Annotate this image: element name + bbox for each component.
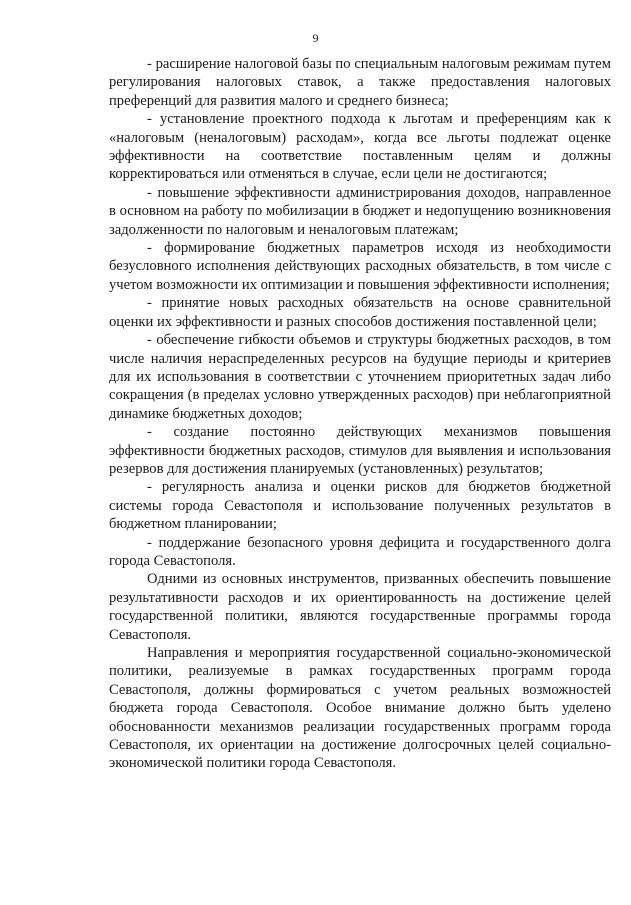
- paragraph-tax-base: - расширение налоговой базы по специальным налоговым режимам путем регулирования налоговых ставок, а также предоставления налоговых преференций для развития малого и среднего бизнеса;: [109, 56, 611, 109]
- paragraph-risk-analysis: - регулярность анализа и оценки рисков для бюджетов бюджетной системы города Севастополя и использование полученных результатов в бюджетном планировании;: [109, 479, 611, 533]
- paragraph-efficiency-mechanisms: - создание постоянно действующих механизмов повышения эффективности бюджетных расходов, стимулов для выявления и использования резервов для достижения планируемых (установленных) результатов;: [109, 424, 611, 477]
- paragraph-state-programs: Одними из основных инструментов, призванных обеспечить повышение результативности расходов и их ориентированность на достижение целей государственной политики, являются государственные программы города Севастополя.: [109, 571, 611, 643]
- paragraph-project-approach: - установление проектного подхода к льготам и преференциям как к «налоговым (неналоговым) расходам», когда все льготы подлежат оценке эффективности на соответствие поставленным целям и должны корректироваться или отменяться в случае, если цели не достигаются;: [109, 111, 611, 183]
- paragraph-policy-directions: Направления и мероприятия государственной социально-экономической политики, реализуемые в рамках государственных программ города Севастополя, должны формироваться с учетом реальных возможностей бюджета города Севастополя. Особое внимание должно быть уделено обоснованности механизмов реализации государственных программ города Севастополя, их ориентации на достижение долгосрочных целей социально-экономической политики города Севастополя.: [109, 645, 611, 772]
- paragraph-flexibility: - обеспечение гибкости объемов и структуры бюджетных расходов, в том числе наличия нераспределенных ресурсов на будущие периоды и критериев для их использования в соответствии с уточнением приоритетных задач либо сокращения (в пределах условно утвержденных расходов) при неблагоприятной динамике бюджетных доходов;: [109, 332, 611, 422]
- paragraph-new-obligations: - принятие новых расходных обязательств на основе сравнительной оценки их эффективности и разных способов достижения поставленной цели;: [109, 295, 611, 330]
- document-body: [109, 55, 611, 773]
- page-number: 9: [312, 31, 319, 45]
- paragraph-budget-parameters: - формирование бюджетных параметров исходя из необходимости безусловного исполнения действующих расходных обязательств, в том числе с учетом возможности их оптимизации и повышения эффективности исполнения;: [109, 240, 611, 293]
- paragraph-revenue-administration: - повышение эффективности администрирования доходов, направленное в основном на работу по мобилизации в бюджет и недопущению возникновения задолженности по налоговым и неналоговым платежам;: [109, 184, 611, 238]
- paragraph-deficit-debt: - поддержание безопасного уровня дефицита и государственного долга города Севастополя.: [109, 534, 611, 569]
